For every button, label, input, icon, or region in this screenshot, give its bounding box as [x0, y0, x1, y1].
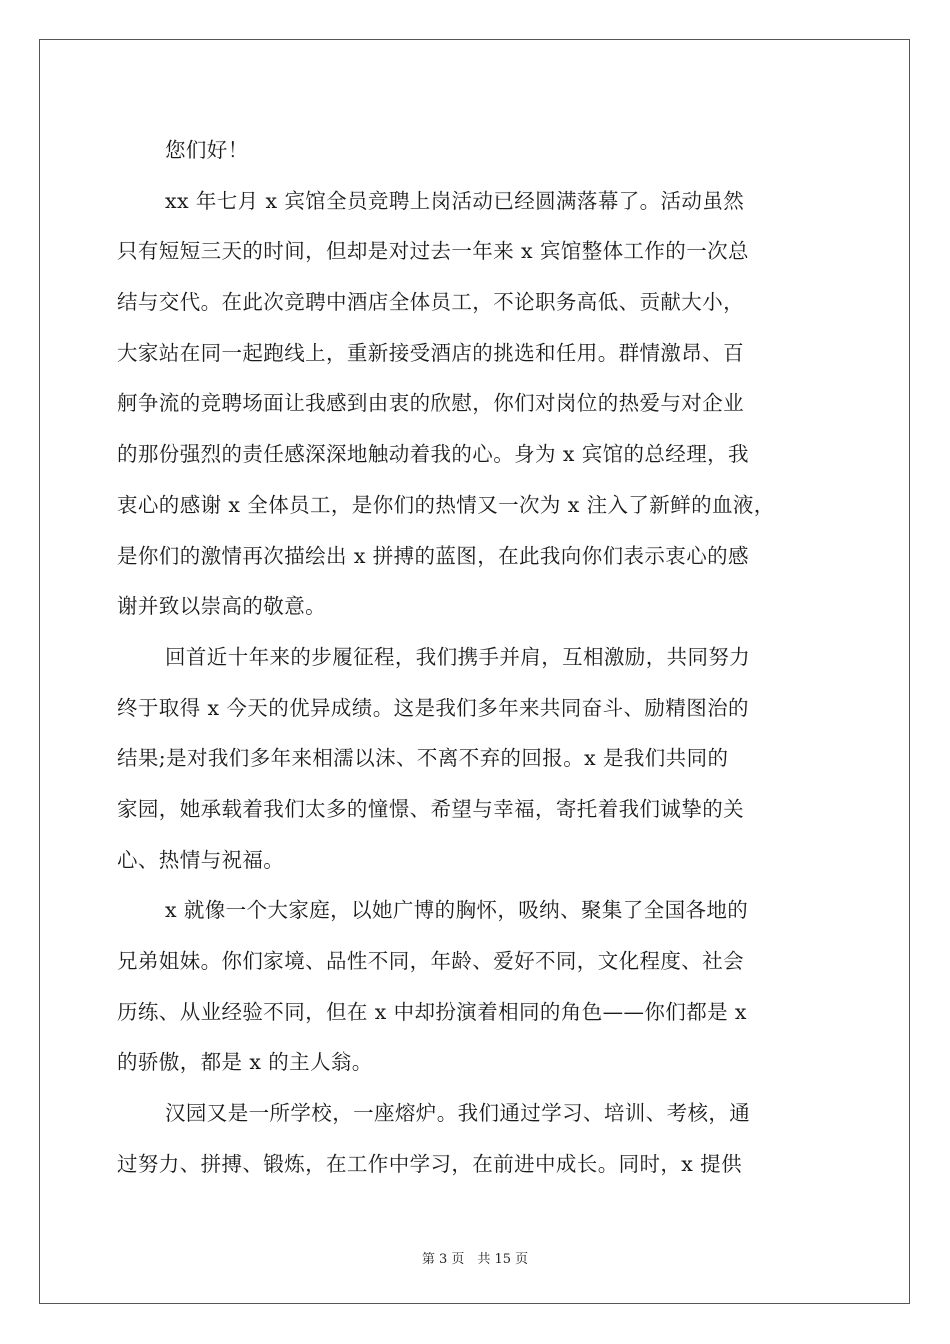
text-line: 的那份强烈的责任感深深地触动着我的心。身为 x 宾馆的总经理，我: [117, 442, 749, 467]
text-line: 家园，她承载着我们太多的憧憬、希望与幸福，寄托着我们诚挚的关: [117, 796, 744, 821]
text-line: 谢并致以崇高的敬意。: [117, 594, 326, 619]
text-line: 结与交代。在此次竞聘中酒店全体员工，不论职务高低、贡献大小，: [117, 290, 744, 315]
text-line: 的骄傲，都是 x 的主人翁。: [117, 1050, 373, 1075]
text-line: 是你们的激情再次描绘出 x 拼搏的蓝图，在此我向你们表示衷心的感: [117, 543, 749, 568]
text-line: 您们好！: [165, 138, 249, 162]
document-body: [117, 125, 837, 1189]
text-line: 舸争流的竞聘场面让我感到由衷的欣慰，你们对岗位的热爱与对企业: [117, 391, 744, 416]
text-line: 结果;是对我们多年来相濡以沫、不离不弃的回报。x 是我们共同的: [117, 746, 729, 771]
text-line: 汉园又是一所学校，一座熔炉。我们通过学习、培训、考核，通: [165, 1101, 751, 1126]
text-line: 只有短短三天的时间，但却是对过去一年来 x 宾馆整体工作的一次总: [117, 239, 749, 264]
text-line: 大家站在同一起跑线上，重新接受酒店的挑选和任用。群情激昂、百: [117, 340, 744, 365]
text-line: 终于取得 x 今天的优异成绩。这是我们多年来共同奋斗、励精图治的: [117, 695, 749, 720]
text-line: 衷心的感谢 x 全体员工，是你们的热情又一次为 x 注入了新鲜的血液，: [117, 492, 775, 517]
text-line: 过努力、拼搏、锻炼，在工作中学习，在前进中成长。同时，x 提供: [117, 1151, 742, 1176]
text-line: xx 年七月 x 宾馆全员竞聘上岗活动已经圆满落幕了。活动虽然: [165, 188, 745, 213]
text-line: 兄弟姐妹。你们家境、品性不同，年龄、爱好不同，文化程度、社会: [117, 949, 744, 973]
page-footer: 第 3 页 共 15 页: [421, 1252, 529, 1267]
text-line: 历练、从业经验不同，但在 x 中却扮演着相同的角色——你们都是 x: [117, 999, 747, 1024]
text-line: 回首近十年来的步履征程，我们携手并肩，互相激励，共同努力: [165, 644, 751, 669]
text-line: 心、热情与祝福。: [117, 847, 285, 872]
text-line: x 就像一个大家庭，以她广博的胸怀，吸纳、聚集了全国各地的: [165, 898, 749, 923]
